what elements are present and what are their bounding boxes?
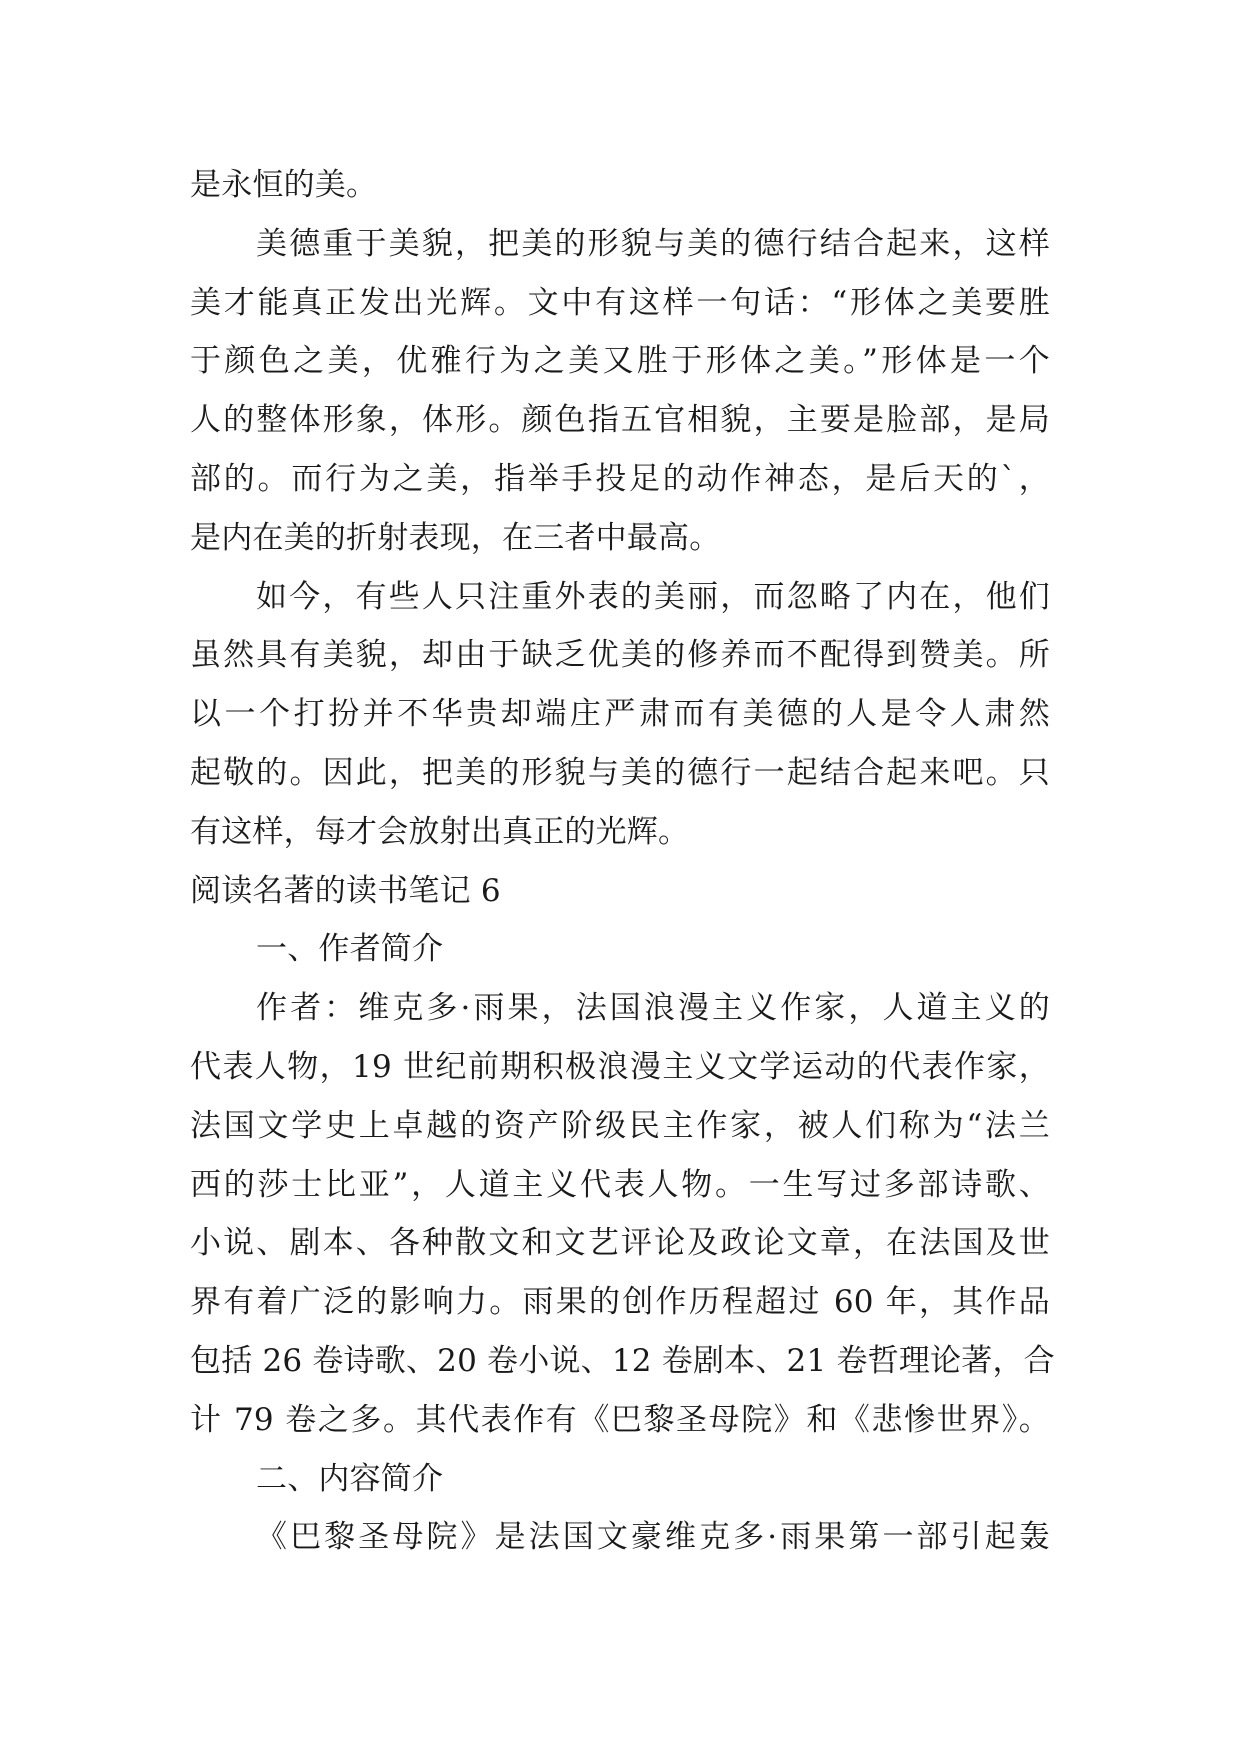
text-line: 虽然具有美貌，却由于缺乏优美的修养而不配得到赞美。所 <box>190 637 1050 674</box>
text-line: 有这样，每才会放射出真正的光辉。 <box>190 813 690 850</box>
text-line: 作者：维克多·雨果，法国浪漫主义作家，人道主义的 <box>256 990 1050 1027</box>
text-line: 《巴黎圣母院》是法国文豪维克多·雨果第一部引起轰 <box>256 1519 1050 1556</box>
section-title: 阅读名著的读书笔记 6 <box>190 872 501 909</box>
text-line: 如今，有些人只注重外表的美丽，而忽略了内在，他们 <box>256 578 1050 615</box>
text-line: 计 79 卷之多。其代表作有《巴黎圣母院》和《悲惨世界》。 <box>190 1401 1050 1438</box>
document-page <box>190 156 1055 1567</box>
text-line: 人的整体形象，体形。颜色指五官相貌，主要是脸部，是局 <box>190 402 1050 439</box>
text-line: 部的。而行为之美，指举手投足的动作神态，是后天的`， <box>190 460 1050 497</box>
text-line: 美才能真正发出光辉。文中有这样一句话：“形体之美要胜 <box>190 284 1050 321</box>
text-line: 包括 26 卷诗歌、20 卷小说、12 卷剧本、21 卷哲理论著，合 <box>190 1342 1055 1379</box>
subsection-heading-author: 一、作者简介 <box>256 931 444 968</box>
subsection-heading-content: 二、内容简介 <box>256 1460 444 1497</box>
text-line: 小说、剧本、各种散文和文艺评论及政论文章，在法国及世 <box>190 1225 1050 1262</box>
text-line: 起敬的。因此，把美的形貌与美的德行一起结合起来吧。只 <box>190 754 1050 791</box>
text-line: 是永恒的美。 <box>190 167 378 203</box>
text-line: 美德重于美貌，把美的形貌与美的德行结合起来，这样 <box>256 225 1050 262</box>
text-line: 于颜色之美，优雅行为之美又胜于形体之美。”形体是一个 <box>190 343 1050 380</box>
text-line: 法国文学史上卓越的资产阶级民主作家，被人们称为“法兰 <box>190 1107 1050 1144</box>
text-line: 是内在美的折射表现，在三者中最高。 <box>190 519 721 556</box>
text-line: 西的莎士比亚”，人道主义代表人物。一生写过多部诗歌、 <box>190 1166 1050 1203</box>
text-line: 界有着广泛的影响力。雨果的创作历程超过 60 年，其作品 <box>190 1284 1050 1321</box>
text-line: 代表人物，19 世纪前期积极浪漫主义文学运动的代表作家， <box>190 1048 1050 1085</box>
text-line: 以一个打扮并不华贵却端庄严肃而有美德的人是令人肃然 <box>190 696 1050 733</box>
